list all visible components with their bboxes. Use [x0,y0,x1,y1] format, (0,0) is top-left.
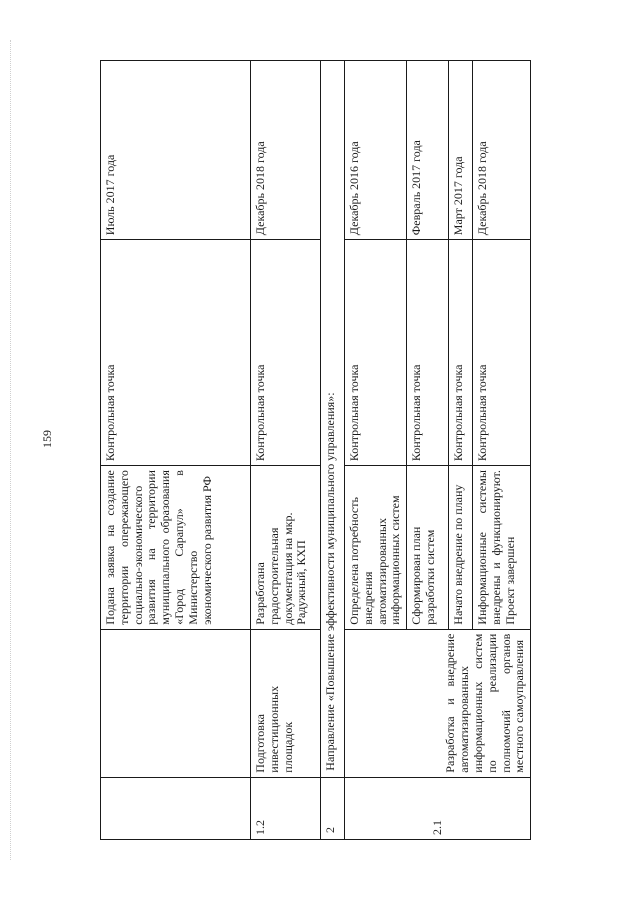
plan-table-frame [100,60,600,840]
type-cell: Контрольная точка [101,240,251,466]
task-cell [101,629,251,777]
result-cell: Информационные системы внедрены и функционируют. Проект завершен [473,466,531,630]
type-cell: Контрольная точка [449,240,473,466]
date-cell: Февраль 2017 года [407,61,449,240]
table-row [101,61,251,840]
type-cell: Контрольная точка [345,240,407,466]
row-number: 2.1 [345,777,531,839]
task-cell: Подготовка инвестиционных площадок [251,629,321,777]
direction-title: Направление «Повышение эффективности муниципального управления»: [321,61,345,778]
row-number [101,777,251,839]
date-cell: Декабрь 2018 года [473,61,531,240]
date-cell: Март 2017 года [449,61,473,240]
task-cell: Разработка и внедрение автоматизированных информационных систем по реализации полномочий органов местного самоуправления [345,629,531,777]
plan-table [100,60,531,840]
result-cell: Начато внедрение по плану [449,466,473,630]
table-row [345,61,407,840]
result-cell: Подана заявка на создание территории опережающего социально-экономического развития на территории муниципального образования «Город Сарапул» в Министерство экономического развития РФ [101,466,251,630]
type-cell: Контрольная точка [473,240,531,466]
date-cell: Декабрь 2018 года [251,61,321,240]
type-cell: Контрольная точка [251,240,321,466]
scan-edge-dots [10,40,12,860]
date-cell: Июль 2017 года [101,61,251,240]
type-cell: Контрольная точка [407,240,449,466]
direction-row [321,61,345,840]
direction-number: 2 [321,777,345,839]
page-number: 159 [40,430,54,448]
date-cell: Декабрь 2016 года [345,61,407,240]
table-row [251,61,321,840]
row-number: 1.2 [251,777,321,839]
result-cell: Разработана градостроительная документация на мкр. Радужный, КХП [251,466,321,630]
result-cell: Сформирован план разработки систем [407,466,449,630]
result-cell: Определена потребность внедрения автоматизированных информационных систем [345,466,407,630]
